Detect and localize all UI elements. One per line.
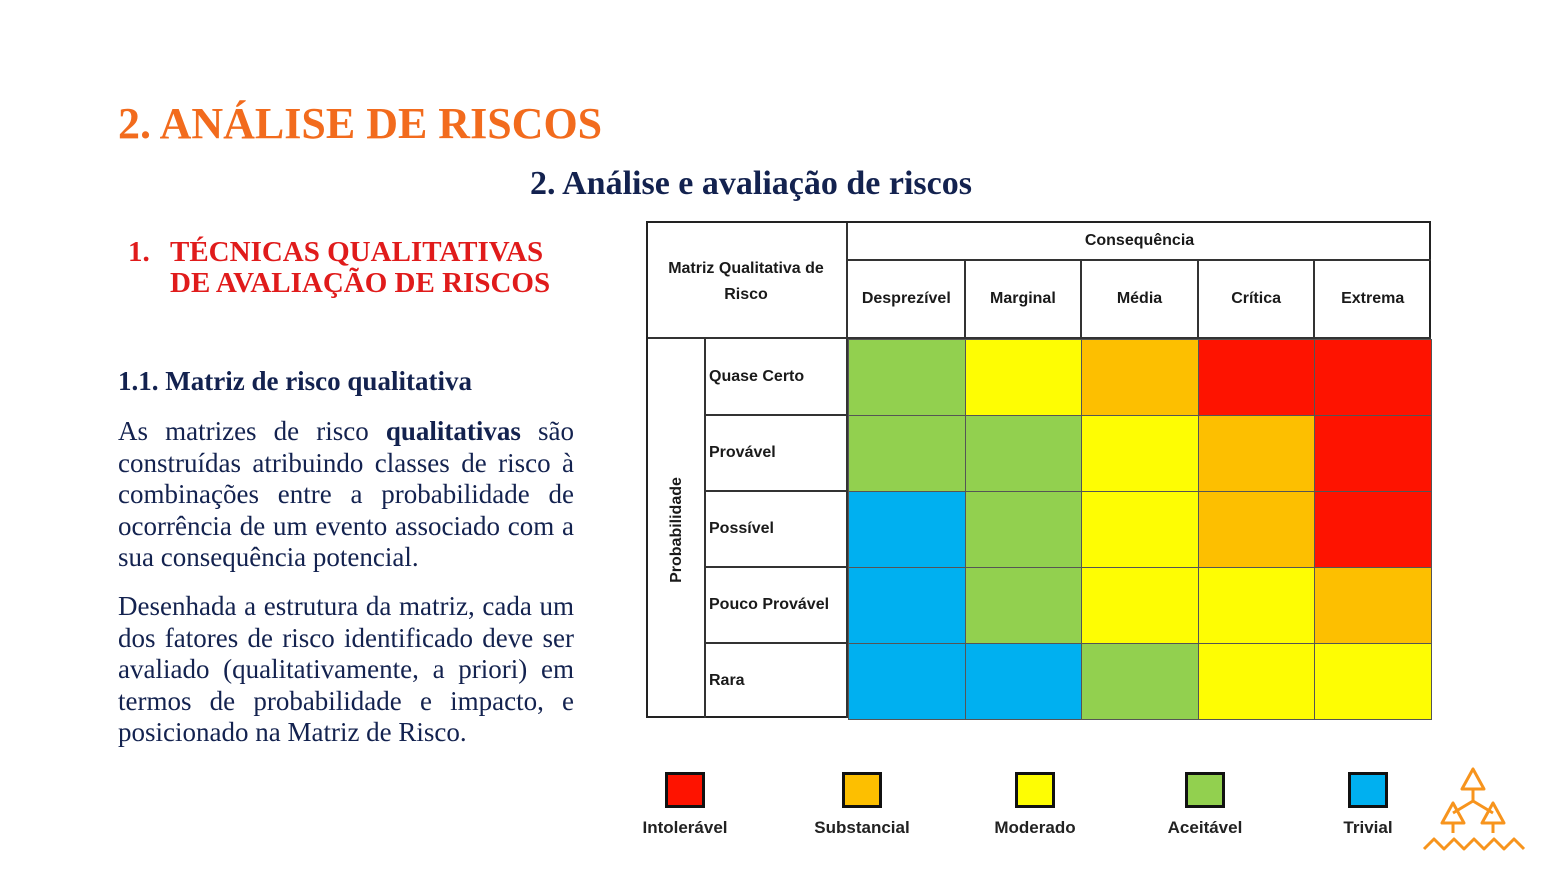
row-label: Rara <box>709 672 745 689</box>
matrix-cell <box>965 643 1083 720</box>
matrix-cell <box>1314 567 1432 644</box>
legend-swatch <box>1348 772 1388 808</box>
legend-label: Intolerável <box>642 818 728 837</box>
matrix-cell <box>1198 415 1316 492</box>
column-header: Média <box>1116 290 1163 307</box>
matrix-cell <box>965 339 1083 416</box>
page-subtitle: 2. Análise e avaliação de riscos <box>530 165 972 202</box>
legend-swatch <box>842 772 882 808</box>
legend-swatch <box>665 772 705 808</box>
matrix-cell <box>1081 491 1199 568</box>
legend-item <box>1145 772 1265 838</box>
legend-label: Moderado <box>994 818 1076 837</box>
row-label: Possível <box>709 520 774 537</box>
triangles-logo-icon <box>1420 763 1526 855</box>
matrix-cell <box>1081 567 1199 644</box>
column-header: Desprezível <box>861 290 951 307</box>
section-title: TÉCNICAS QUALITATIVAS DE AVALIAÇÃO DE RISCOS <box>170 236 551 299</box>
paragraph-1-end: são construídas atribuindo classes de risco à combinações entre a probabilidade de ocorrência de um evento associado com a sua consequência potencial. <box>118 416 574 572</box>
row-label: Quase Certo <box>709 368 805 385</box>
legend-swatch <box>1185 772 1225 808</box>
page-title: 2. ANÁLISE DE RISCOS <box>118 99 603 148</box>
consequence-label: Consequência <box>1084 232 1195 249</box>
matrix-cell <box>1198 643 1316 720</box>
probability-axis <box>650 341 704 718</box>
matrix-cell <box>965 567 1083 644</box>
matrix-cell <box>1081 339 1199 416</box>
matrix-cell <box>1314 339 1432 416</box>
matrix-cell <box>965 491 1083 568</box>
matrix-cell <box>848 415 966 492</box>
legend-label: Aceitável <box>1167 818 1243 837</box>
matrix-cell <box>1081 415 1199 492</box>
legend-label: Trivial <box>1343 818 1393 837</box>
matrix-cell <box>848 491 966 568</box>
legend-label: Substancial <box>814 818 910 837</box>
column-header: Extrema <box>1341 290 1405 307</box>
matrix-cell <box>1198 339 1316 416</box>
subsection-title: 1.1. Matriz de risco qualitativa <box>118 366 472 396</box>
matrix-cell <box>1314 643 1432 720</box>
legend-item <box>975 772 1095 838</box>
legend-item <box>625 772 745 838</box>
matrix-cell <box>848 567 966 644</box>
matrix-corner-label: Matriz Qualitativa de Risco <box>668 260 824 303</box>
legend-item <box>1308 772 1428 838</box>
paragraph-1-bold: qualitativas <box>385 416 521 446</box>
legend-item <box>802 772 922 838</box>
matrix-cell <box>965 415 1083 492</box>
paragraph-1-start: As matrizes de risco <box>118 416 386 446</box>
matrix-cell <box>1198 491 1316 568</box>
matrix-cell <box>1314 415 1432 492</box>
row-label: Pouco Provável <box>709 596 830 613</box>
risk-matrix <box>646 221 1431 718</box>
legend-swatch <box>1015 772 1055 808</box>
matrix-cell <box>1198 567 1316 644</box>
section-number: 1. <box>128 236 150 268</box>
matrix-cell <box>848 339 966 416</box>
matrix-cell <box>1314 491 1432 568</box>
paragraph-2: Desenhada a estrutura da matriz, cada um dos fatores de risco identificado deve ser avaliado (qualitativamente, a priori) em termos de probabilidade e impacto, e posicionado na Matriz de Risco. <box>118 591 574 747</box>
column-header: Marginal <box>989 290 1056 307</box>
matrix-cell <box>1081 643 1199 720</box>
probability-label: Probabilidade <box>668 476 686 583</box>
column-header: Crítica <box>1231 290 1281 307</box>
matrix-cell <box>848 643 966 720</box>
paragraph-1 <box>118 416 574 574</box>
row-label: Provável <box>709 444 776 461</box>
